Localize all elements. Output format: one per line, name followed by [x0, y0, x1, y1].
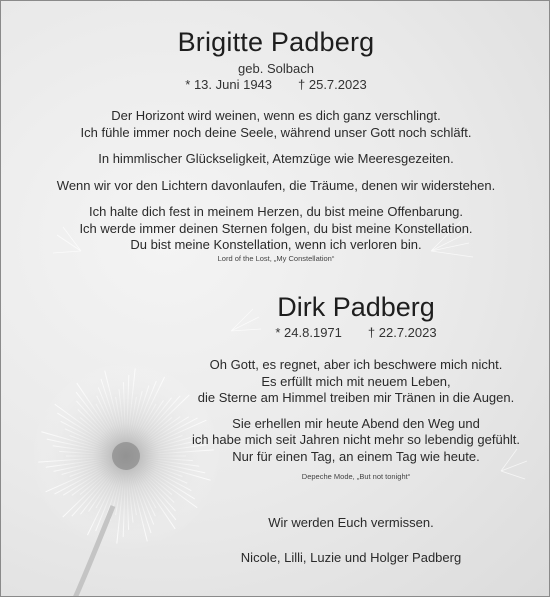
person2-birth-date: * 24.8.1971: [275, 325, 342, 340]
poem1-stanza: [1, 151, 550, 168]
person2-dates: [231, 325, 481, 340]
poem2-stanza: [181, 357, 531, 407]
signers-text: Nicole, Lilli, Luzie und Holger Padberg: [240, 550, 462, 565]
person2-name: Dirk Padberg: [277, 292, 435, 322]
person1-birth-date: * 13. Juni 1943: [185, 77, 273, 92]
person1-death-date: † 25.7.2023: [298, 77, 367, 92]
poem1-stanza: [1, 108, 550, 141]
person1-born-name: geb. Solbach: [238, 61, 314, 76]
poem1-credit: Lord of the Lost, „My Constellation“: [217, 254, 335, 263]
poem1-stanza: [1, 204, 550, 254]
poem2-line: Es erfüllt mich mit neuem Leben,: [261, 373, 451, 389]
poem1-stanza: [1, 178, 550, 195]
person1-dates: [1, 77, 550, 92]
poem1: [1, 108, 550, 264]
poem2: [181, 357, 531, 474]
poem2-credit: Depeche Mode, „But not tonight“: [301, 472, 411, 481]
poem1-line: In himmlischer Glückseligkeit, Atemzüge wie Meeresgezeiten.: [98, 151, 454, 166]
poem1-line: Ich fühle immer noch deine Seele, während unser Gott noch schläft.: [80, 124, 472, 140]
poem2-stanza: [181, 416, 531, 466]
poem1-line: Ich halte dich fest in meinem Herzen, du bist meine Offenbarung.: [88, 204, 464, 219]
farewell-text: Wir werden Euch vermissen.: [268, 515, 434, 530]
poem2-line: ich habe mich seit Jahren nicht mehr so lebendig gefühlt.: [191, 432, 521, 447]
person2-death-date: † 22.7.2023: [367, 325, 437, 340]
poem2-line: Sie erhellen mir heute Abend den Weg und: [232, 415, 480, 431]
poem2-line: Oh Gott, es regnet, aber ich beschwere mich nicht.: [209, 357, 503, 372]
poem1-line: Der Horizont wird weinen, wenn es dich ganz verschlingt.: [111, 108, 441, 123]
poem2-line: die Sterne am Himmel treiben mir Tränen in die Augen.: [197, 390, 515, 405]
poem1-line: Wenn wir vor den Lichtern davonlaufen, die Träume, denen wir widerstehen.: [56, 177, 496, 193]
poem1-line: Du bist meine Konstellation, wenn ich verloren bin.: [130, 237, 422, 252]
poem1-line: Ich werde immer deinen Sternen folgen, du bist meine Konstellation.: [79, 220, 473, 236]
person1-name: Brigitte Padberg: [177, 27, 375, 57]
poem2-line: Nur für einen Tag, an einem Tag wie heute.: [232, 448, 480, 464]
